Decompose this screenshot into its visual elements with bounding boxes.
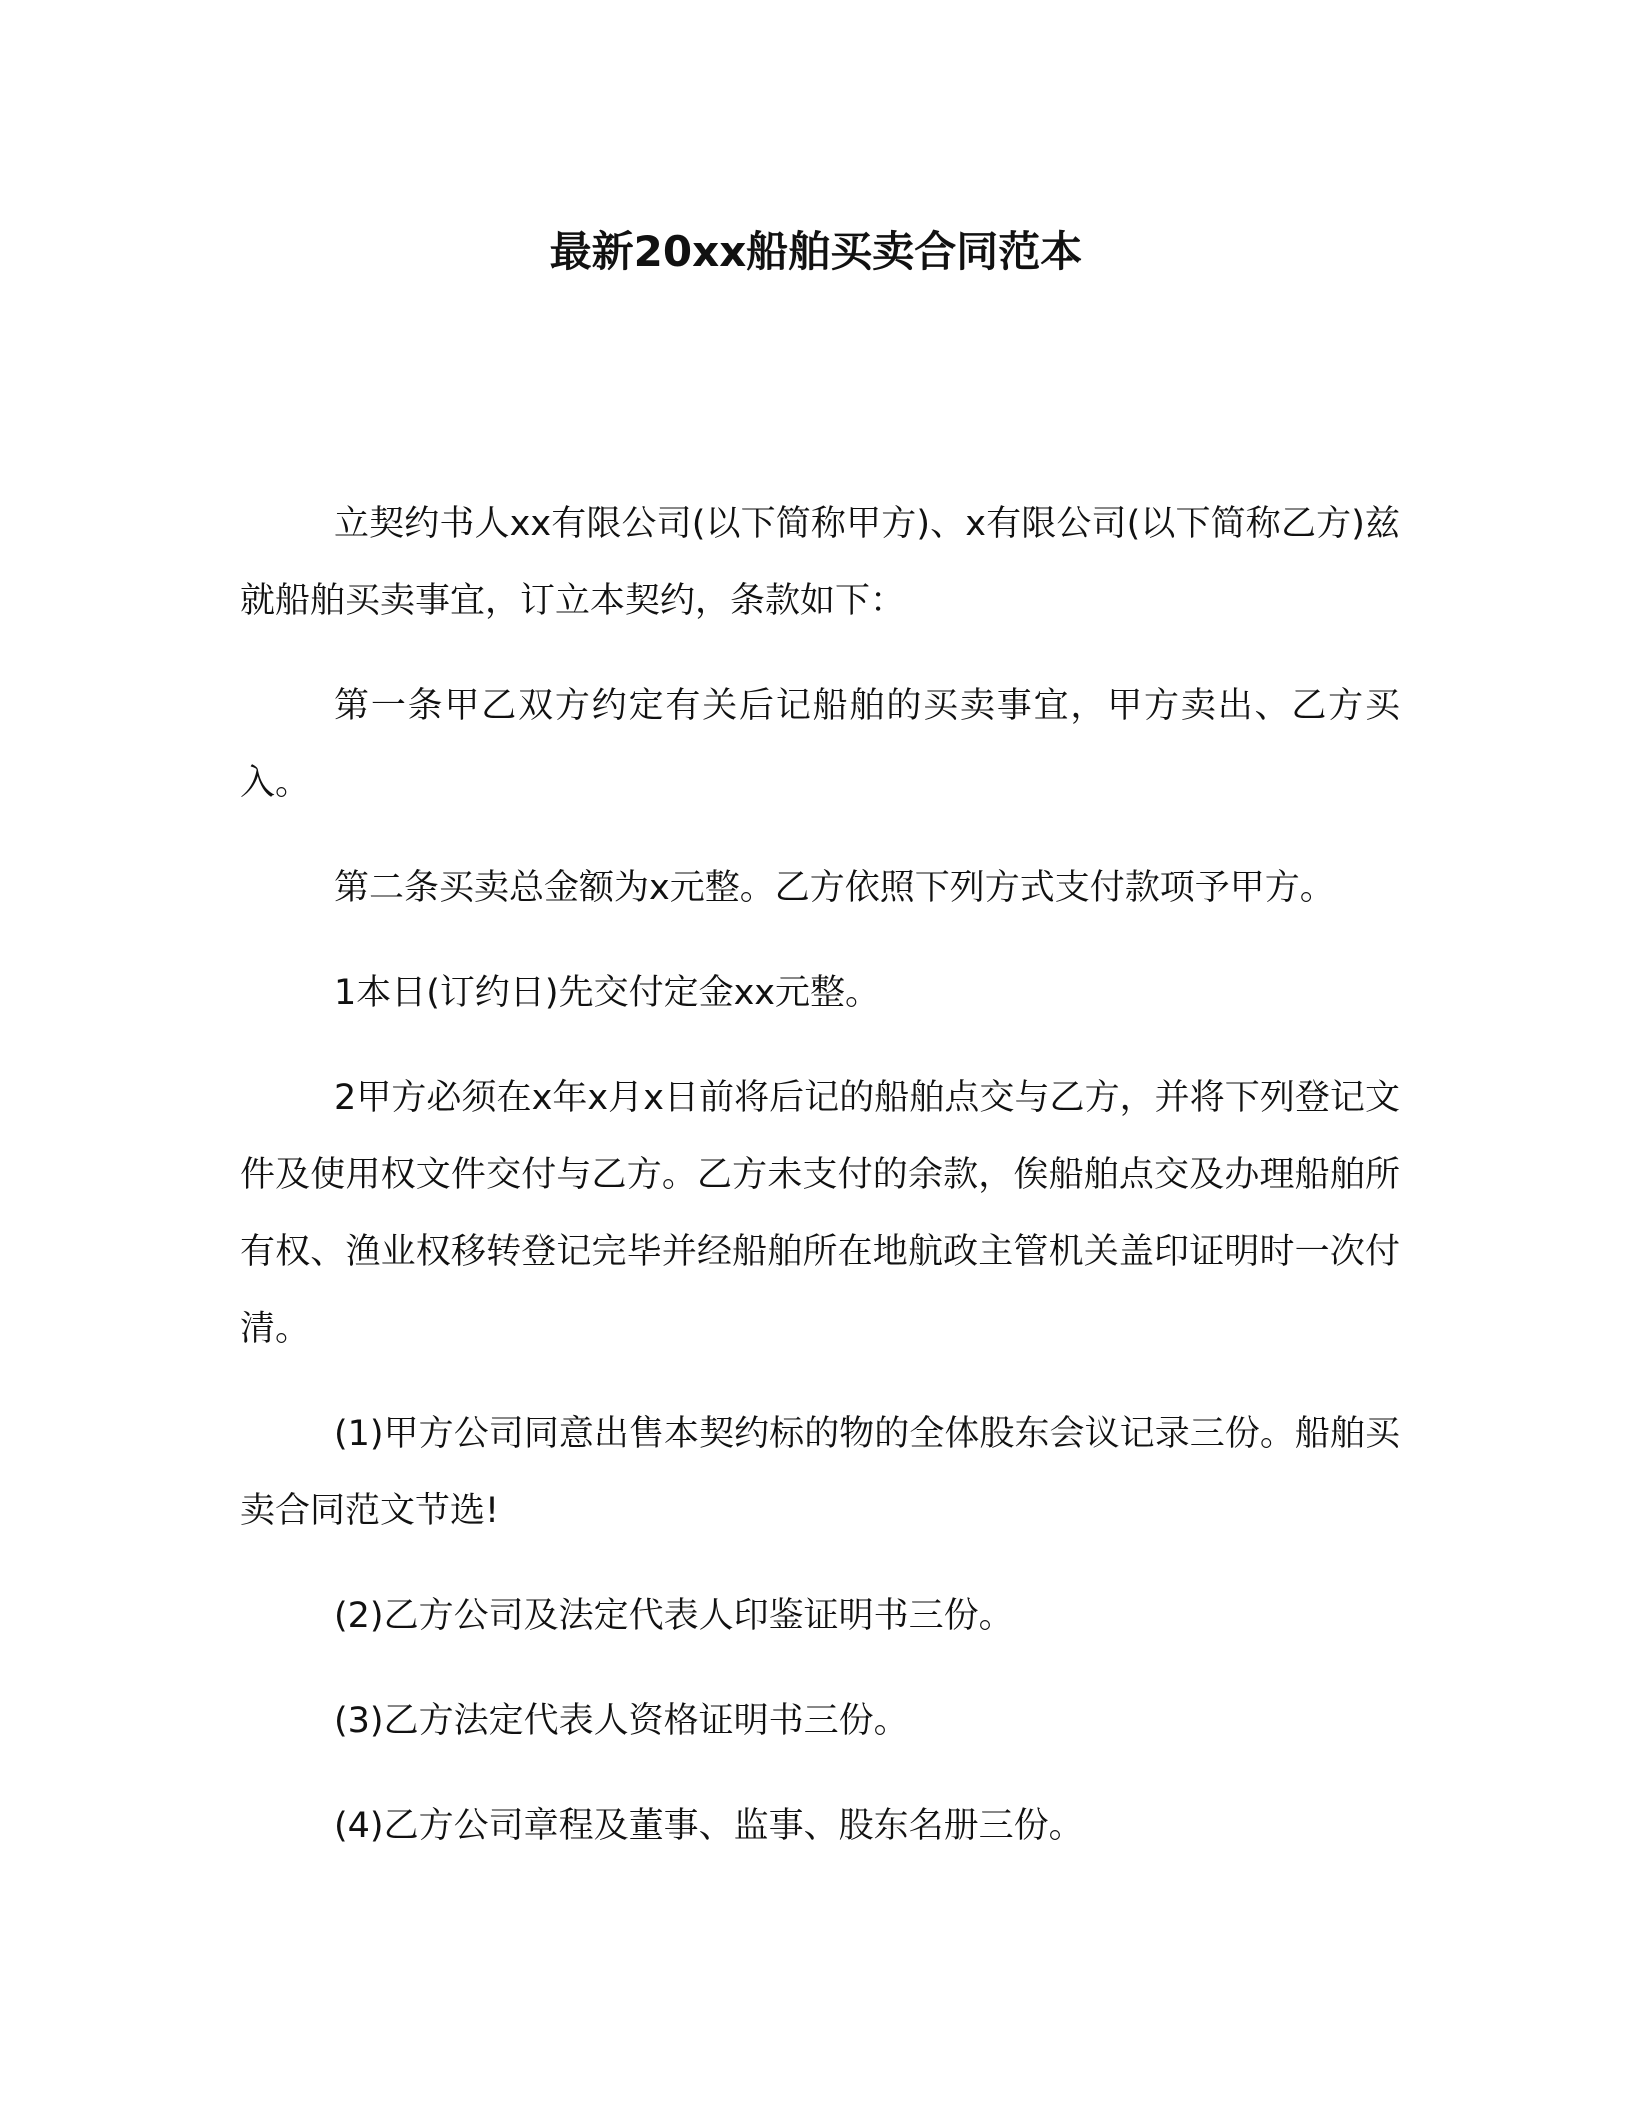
document-title: 最新20xx船舶买卖合同范本 (549, 227, 1083, 276)
paragraph-intro: 立契约书人xx有限公司(以下简称甲方)、x有限公司(以下简称乙方)兹就船舶买卖事宜，订立本契约，条款如下： (240, 504, 1400, 621)
paragraph-item-1: 1本日(订约日)先交付定金xx元整。 (334, 973, 881, 1013)
paragraph-subitem-4: (4)乙方公司章程及董事、监事、股东名册三份。 (334, 1806, 1084, 1846)
paragraph-subitem-1: (1)甲方公司同意出售本契约标的物的全体股东会议记录三份。船舶买卖合同范文节选! (240, 1414, 1400, 1531)
paragraph-item-2: 2甲方必须在x年x月x日前将后记的船舶点交与乙方，并将下列登记文件及使用权文件交付与乙方。乙方未支付的余款，俟船舶点交及办理船舶所有权、渔业权移转登记完毕并经船舶所在地航政主管机关盖印证明时一次付清。 (240, 1078, 1400, 1349)
paragraph-subitem-2: (2)乙方公司及法定代表人印鉴证明书三份。 (334, 1596, 1014, 1636)
paragraph-article-2: 第二条买卖总金额为x元整。乙方依照下列方式支付款项予甲方。 (334, 868, 1335, 908)
paragraph-article-1: 第一条甲乙双方约定有关后记船舶的买卖事宜，甲方卖出、乙方买入。 (240, 686, 1400, 803)
paragraph-subitem-3: (3)乙方法定代表人资格证明书三份。 (334, 1701, 909, 1741)
document-body (240, 486, 1400, 1893)
